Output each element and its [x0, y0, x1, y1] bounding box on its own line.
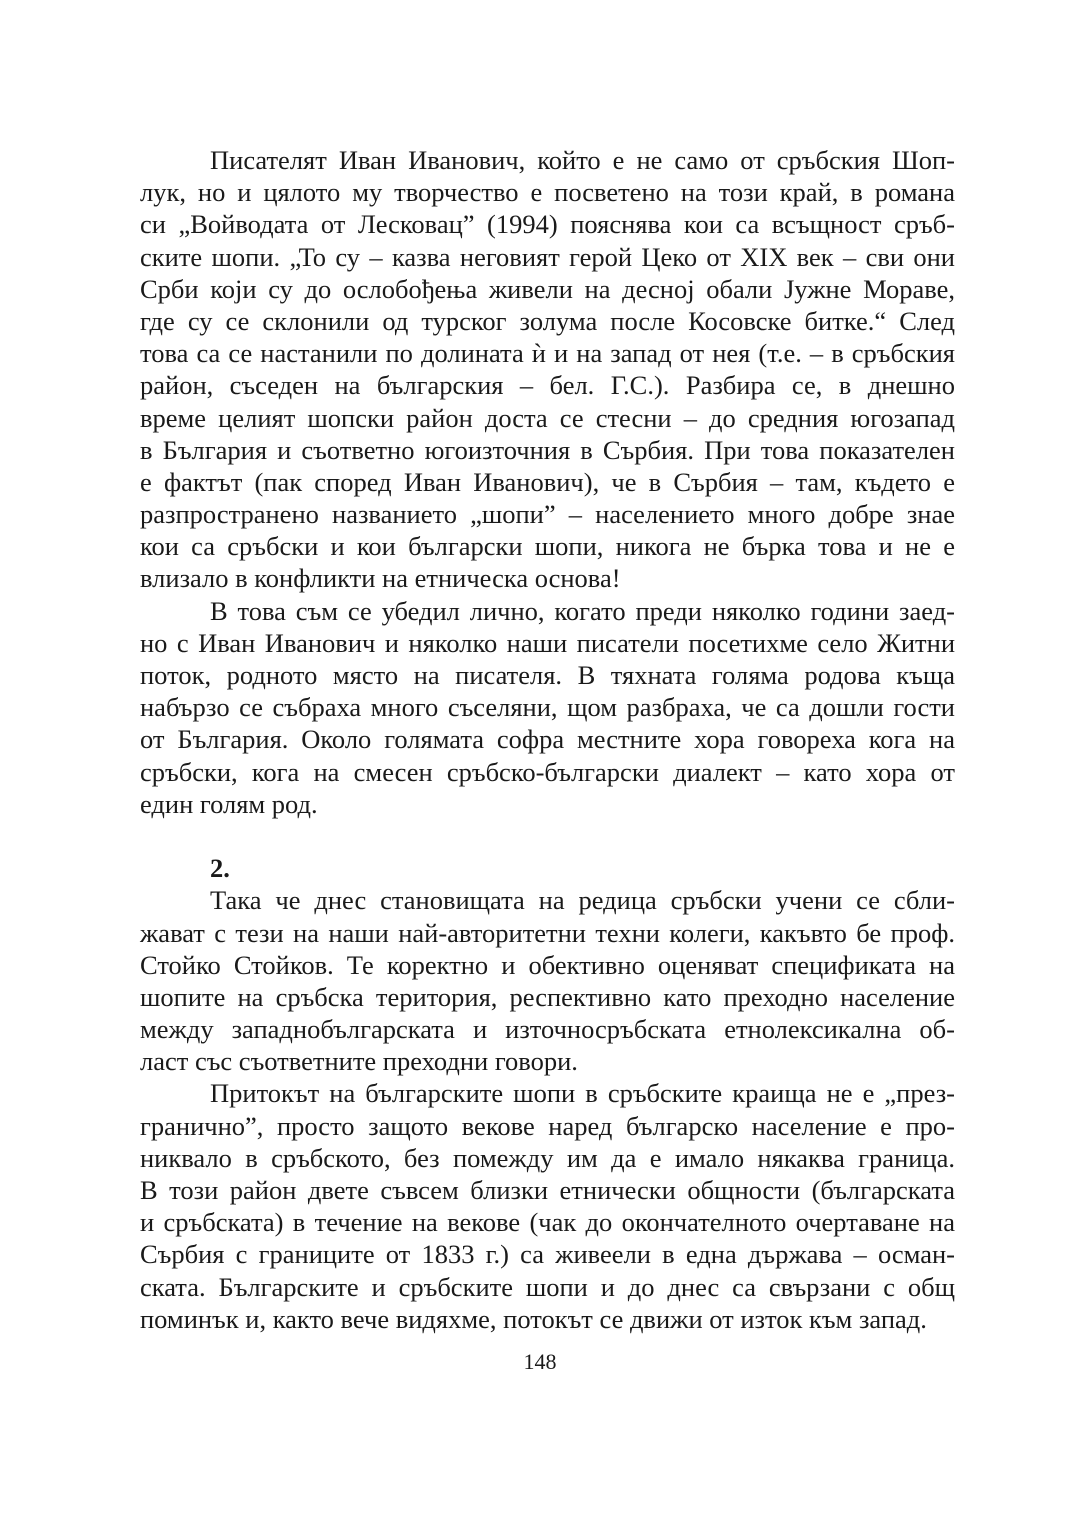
- paragraph: [140, 884, 955, 1077]
- section-gap: [140, 820, 955, 852]
- text-line: Сърбия с границите от 1833 г.) са живеели в една държава – осман-: [140, 1239, 955, 1270]
- text-line: никвало в сръбското, без помежду им да е имало някаква граница.: [140, 1142, 955, 1173]
- text-line: шопите на сръбска територия, респективно като преходно население: [140, 981, 955, 1012]
- text-line: набързо се събраха много съселяни, щом разбраха, че са дошли гости: [140, 692, 955, 723]
- text-line: ската. Българските и сръбските шопи и до днес са свързани с общ: [140, 1271, 955, 1302]
- text-line: ласт със съответните преходни говори.: [140, 1046, 578, 1077]
- text-line: поток, родното място на писателя. В тяхната голяма родова къща: [140, 660, 955, 690]
- paragraph: [140, 144, 955, 595]
- text-line: но с Иван Иванович и няколко наши писатели посетихме село Житни: [140, 627, 955, 658]
- text-line: разпространено названието „шопи” – населението много добре знае: [140, 499, 955, 530]
- text-line: ските шопи. „То су – казва неговият герой Цеко от XIX век – сви они: [140, 241, 955, 272]
- text-line: е фактът (пак според Иван Иванович), че в Сърбия – там, където е: [140, 466, 955, 497]
- text-line: кои са сръбски и кои български шопи, никога не бърка това и не е: [140, 531, 955, 562]
- text-line: в България и съответно югоизточния в Сърбия. При това показателен: [140, 434, 955, 465]
- text-line: Срби који су до ослобођења живели на десној обали Јужне Мораве,: [140, 273, 955, 304]
- text-line: от България. Около голямата софра местните хора говореха кога на: [140, 724, 955, 755]
- text-line: и сръбската) в течение на векове (чак до окончателното очертаване на: [140, 1207, 955, 1238]
- text-line: Притокът на българските шопи в сръбските краища не е „през-: [210, 1078, 955, 1109]
- text-line: район, съседен на българския – бел. Г.С.). Разбира се, в днешно: [140, 370, 955, 401]
- text-line: си „Войводата от Лесковац” (1994) пояснява кои са всъщност сръб-: [140, 209, 955, 240]
- text-line: Така че днес становищата на редица сръбски учени се сбли-: [210, 885, 955, 916]
- text-line: Писателят Иван Иванович, който е не само от сръбския Шоп-: [210, 145, 955, 175]
- text-line: сръбски, кога на смесен сръбско-български диалект – като хора от: [140, 756, 955, 787]
- text-line: между западнобългарската и източносръбската етнолексикална об-: [140, 1014, 955, 1045]
- text-line: лук, но и цялото му творчество е посветено на този край, в романа: [140, 177, 955, 208]
- page-number: 148: [523, 1349, 557, 1374]
- text-line: В това съм се убедил лично, когато преди няколко години заед-: [210, 595, 955, 626]
- text-line: Стойко Стойков. Те коректно и обективно оценяват спецификата на: [140, 949, 955, 980]
- paragraph: [140, 1077, 955, 1335]
- text-line: где су се склонили од турског золума после Косовске битке.“ След: [140, 305, 955, 336]
- text-line: влизало в конфликти на етническа основа!: [140, 563, 621, 594]
- text-line: един голям род.: [140, 788, 318, 819]
- section-heading: 2.: [210, 853, 230, 884]
- text-line: жават с тези на наши най-авторитетни техни колеги, какъвто бе проф.: [140, 917, 955, 948]
- text-line: В този район двете съвсем близки етнически общности (българската: [140, 1175, 955, 1205]
- text-line: гранично”, просто защото векове наред българско население е про-: [140, 1110, 955, 1141]
- text-line: това са се настанили по долината ѝ и на запад от нея (т.е. – в сръбския: [140, 338, 955, 369]
- text-line: поминък и, както вече видяхме, потокът се движи от изток към запад.: [140, 1303, 927, 1334]
- page-body: [140, 144, 955, 1335]
- paragraph: [140, 595, 955, 820]
- text-line: време целият шопски район доста се стесни – до средния югозапад: [140, 402, 955, 433]
